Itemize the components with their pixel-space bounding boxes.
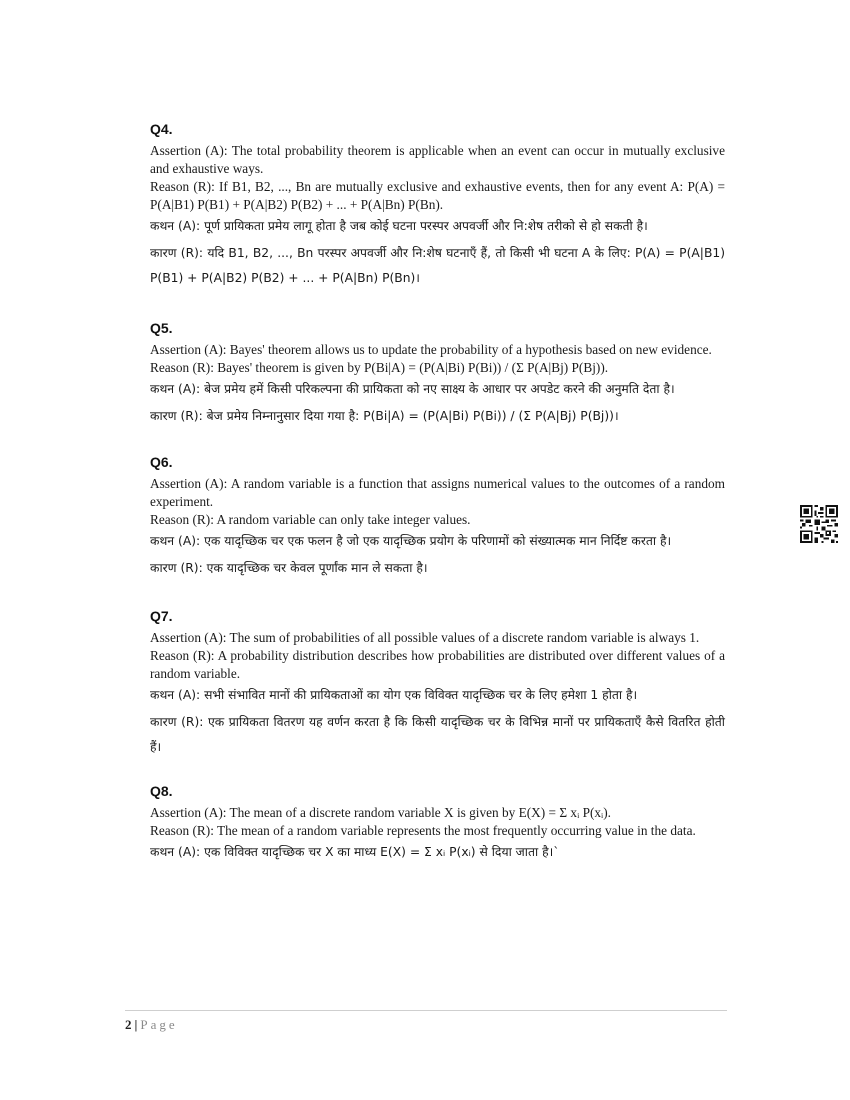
- reason-hi: कारण (R): एक प्रायिकता वितरण यह वर्णन करता है कि किसी यादृच्छिक चर के विभिन्न मानों पर प्रायिकताएँ कैसे वितरित होती हैं।: [150, 715, 725, 754]
- question-q4: [150, 120, 725, 291]
- assertion-hi: कथन (A): पूर्ण प्रायिकता प्रमेय लागू होता है जब कोई घटना परस्पर अपवर्जी और नि:शेष तरीको से हो सकती है।: [150, 219, 648, 233]
- question-q5: [150, 319, 725, 429]
- reason-en: Reason (R): A random variable can only take integer values.: [150, 512, 471, 527]
- reason-hi: कारण (R): यदि B1, B2, ..., Bn परस्पर अपवर्जी और नि:शेष घटनाएँ हैं, तो किसी भी घटना A के लिए: P(A) = P(A|B1) P(B1) + P(A|B2) P(B2) + ... + P(A|Bn) P(Bn)।: [150, 246, 725, 285]
- reason-en: Reason (R): If B1, B2, ..., Bn are mutually exclusive and exhaustive events, then for any event A: P(A) = P(A|B1) P(B1) + P(A|B2) P(B2) + ... + P(A|Bn) P(Bn).: [150, 179, 725, 212]
- page-label: Page: [140, 1017, 178, 1032]
- reason-en: Reason (R): Bayes' theorem is given by P(Bi|A) = (P(A|Bi) P(Bi)) / (Σ P(A|Bj) P(Bj)).: [150, 360, 609, 375]
- question-number: Q5.: [150, 320, 173, 336]
- assertion-en: Assertion (A): Bayes' theorem allows us to update the probability of a hypothesis based on new evidence.: [150, 342, 712, 357]
- page-footer: [125, 1010, 727, 1033]
- reason-hi: कारण (R): एक यादृच्छिक चर केवल पूर्णांक मान ले सकता है।: [150, 561, 428, 575]
- question-q8: [150, 782, 725, 865]
- question-q6: [150, 453, 725, 581]
- question-number: Q6.: [150, 454, 173, 470]
- assertion-hi: कथन (A): एक विविक्त यादृच्छिक चर X का माध्य E(X) = Σ xᵢ P(xᵢ) से दिया जाता है।`: [150, 845, 560, 859]
- reason-en: Reason (R): The mean of a random variable represents the most frequently occurring value in the data.: [150, 823, 696, 838]
- assertion-en: Assertion (A): The mean of a discrete random variable X is given by E(X) = Σ xᵢ P(xᵢ).: [150, 805, 611, 820]
- question-number: Q4.: [150, 121, 173, 137]
- page-number: 2: [125, 1017, 132, 1032]
- assertion-en: Assertion (A): The total probability theorem is applicable when an event can occur in mutually exclusive and exhaustive ways.: [150, 143, 725, 176]
- question-number: Q8.: [150, 783, 173, 799]
- assertion-hi: कथन (A): सभी संभावित मानों की प्रायिकताओं का योग एक विविक्त यादृच्छिक चर के लिए हमेशा 1 होता है।: [150, 688, 638, 702]
- question-q7: [150, 607, 725, 760]
- question-number: Q7.: [150, 608, 173, 624]
- qr-code-icon[interactable]: [800, 505, 838, 543]
- assertion-hi: कथन (A): एक यादृच्छिक चर एक फलन है जो एक यादृच्छिक प्रयोग के परिणामों को संख्यात्मक मान निर्दिष्ट करता है।: [150, 534, 672, 548]
- assertion-en: Assertion (A): The sum of probabilities of all possible values of a discrete random variable is always 1.: [150, 630, 700, 645]
- reason-hi: कारण (R): बेज प्रमेय निम्नानुसार दिया गया है: P(Bi|A) = (P(A|Bi) P(Bi)) / (Σ P(A|Bj) P(Bj))।: [150, 409, 619, 423]
- footer-separator: |: [134, 1017, 138, 1032]
- reason-en: Reason (R): A probability distribution describes how probabilities are distributed over different values of a random variable.: [150, 648, 725, 681]
- assertion-en: Assertion (A): A random variable is a function that assigns numerical values to the outcomes of a random experiment.: [150, 476, 725, 509]
- assertion-hi: कथन (A): बेज प्रमेय हमें किसी परिकल्पना की प्रायिकता को नए साक्ष्य के आधार पर अपडेट करने की अनुमति देता है।: [150, 382, 675, 396]
- page-content: [150, 120, 725, 865]
